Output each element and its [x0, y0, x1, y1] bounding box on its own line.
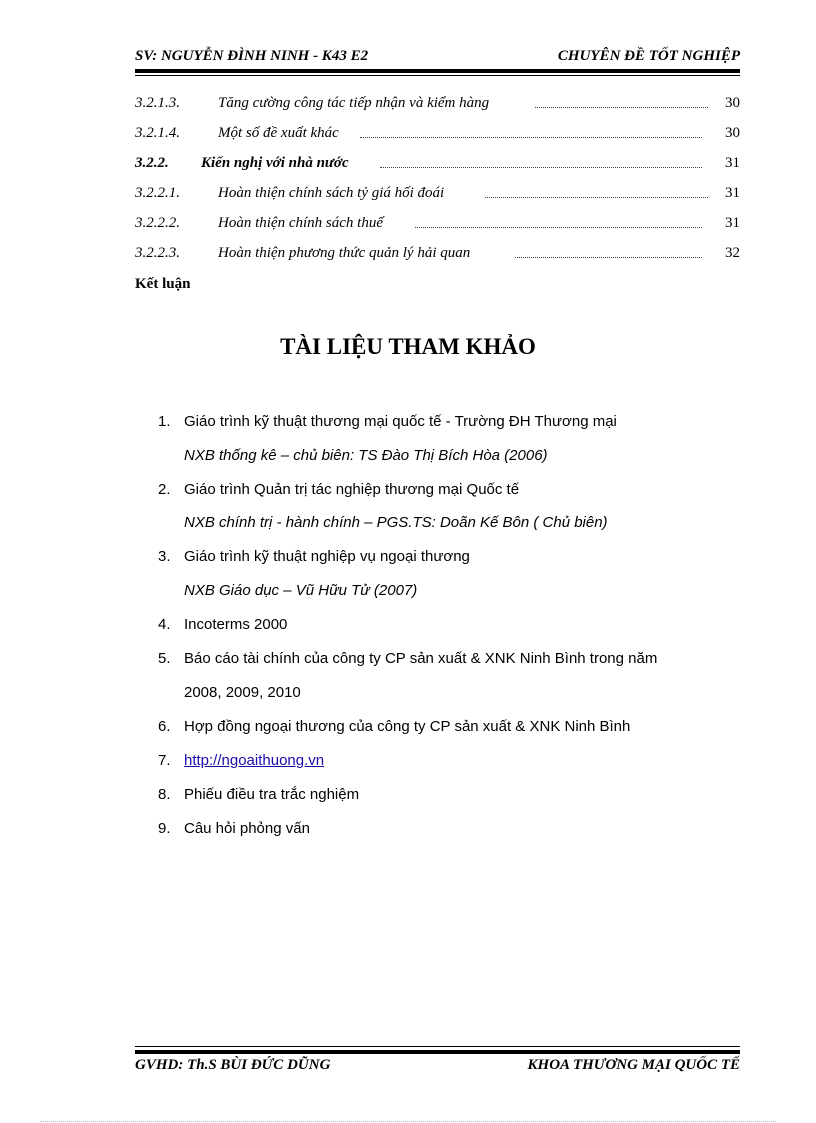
reference-number: 4. — [158, 616, 171, 633]
toc-title: Hoàn thiện chính sách tỷ giá hối đoái — [218, 185, 445, 201]
reference-text: Phiếu điều tra trắc nghiệm — [184, 786, 360, 803]
toc-entry — [135, 125, 740, 145]
page-footer — [135, 1057, 740, 1077]
page-header — [135, 48, 740, 68]
toc-page: 30 — [725, 95, 740, 111]
reference-item — [158, 413, 617, 430]
reference-item — [158, 616, 287, 633]
reference-number: 8. — [158, 786, 171, 803]
reference-item — [158, 752, 324, 769]
reference-text: Giáo trình Quản trị tác nghiệp thương mại Quốc tế — [184, 481, 520, 498]
reference-number: 6. — [158, 718, 171, 735]
footer-supervisor: GVHD: Th.S BÙI ĐỨC DŨNG — [135, 1057, 331, 1073]
toc-leader — [485, 197, 708, 198]
toc-title: Hoàn thiện chính sách thuế — [218, 215, 383, 231]
reference-text: Câu hỏi phỏng vấn — [184, 820, 310, 837]
reference-number: 3. — [158, 548, 171, 565]
toc-title: Hoàn thiện phương thức quản lý hải quan — [218, 245, 471, 261]
header-author: SV: NGUYỄN ĐÌNH NINH - K43 E2 — [135, 48, 369, 64]
reference-number: 2. — [158, 481, 171, 498]
header-rule-thin — [135, 75, 740, 76]
footer-faculty: KHOA THƯƠNG MẠI QUỐC TẾ — [527, 1057, 740, 1073]
reference-item — [158, 786, 359, 803]
reference-item — [158, 718, 630, 735]
toc-entry — [135, 95, 740, 115]
toc-title: Một số đề xuất khác — [218, 125, 339, 141]
conclusion-heading: Kết luận — [135, 276, 191, 292]
toc-leader — [415, 227, 702, 228]
toc-number: 3.2.1.3. — [135, 95, 180, 111]
toc-number: 3.2.2.3. — [135, 245, 180, 261]
toc-number: 3.2.1.4. — [135, 125, 180, 141]
toc-number: 3.2.2. — [135, 155, 169, 171]
reference-publisher: NXB chính trị - hành chính – PGS.TS: Doãn Kế Bôn ( Chủ biên) — [184, 514, 608, 531]
header-rule-thick — [135, 69, 740, 73]
references-heading: TÀI LIỆU THAM KHẢO — [280, 334, 536, 359]
page-bottom-border — [40, 1121, 776, 1122]
reference-item — [158, 650, 657, 667]
reference-number: 9. — [158, 820, 171, 837]
reference-item — [158, 548, 470, 565]
toc-page: 31 — [725, 155, 740, 171]
reference-text: Giáo trình kỹ thuật thương mại quốc tế - Trường ĐH Thương mại — [184, 413, 617, 430]
reference-text: Incoterms 2000 — [184, 616, 288, 633]
reference-text: Hợp đồng ngoại thương của công ty CP sản xuất & XNK Ninh Bình — [184, 718, 631, 735]
toc-page: 31 — [725, 215, 740, 231]
reference-continuation: 2008, 2009, 2010 — [184, 684, 301, 701]
toc-page: 32 — [725, 245, 740, 261]
toc-leader — [515, 257, 702, 258]
toc-entry — [135, 155, 740, 175]
toc-entry — [135, 245, 740, 265]
reference-text: Giáo trình kỹ thuật nghiệp vụ ngoại thương — [184, 548, 470, 565]
header-title: CHUYÊN ĐỀ TỐT NGHIỆP — [557, 48, 740, 64]
toc-leader — [380, 167, 702, 168]
reference-number: 5. — [158, 650, 171, 667]
toc-page: 30 — [725, 125, 740, 141]
footer-rule-thin — [135, 1046, 740, 1047]
reference-publisher: NXB Giáo dục – Vũ Hữu Tử (2007) — [184, 582, 418, 599]
reference-publisher: NXB thống kê – chủ biên: TS Đào Thị Bích Hòa (2006) — [184, 447, 548, 464]
reference-item — [158, 820, 310, 837]
toc-title: Tăng cường công tác tiếp nhận và kiểm hàng — [218, 95, 490, 111]
reference-number: 1. — [158, 413, 171, 430]
toc-leader — [535, 107, 708, 108]
toc-number: 3.2.2.2. — [135, 215, 180, 231]
toc-title: Kiến nghị với nhà nước — [201, 155, 349, 171]
reference-text: Báo cáo tài chính của công ty CP sản xuất & XNK Ninh Bình trong năm — [184, 650, 658, 667]
reference-number: 7. — [158, 752, 171, 769]
footer-rule-thick — [135, 1050, 740, 1054]
reference-item — [158, 481, 519, 498]
toc-leader — [360, 137, 702, 138]
toc-entry — [135, 215, 740, 235]
toc-number: 3.2.2.1. — [135, 185, 180, 201]
toc-entry — [135, 185, 740, 205]
toc-page: 31 — [725, 185, 740, 201]
reference-link[interactable]: http://ngoaithuong.vn — [184, 752, 325, 769]
